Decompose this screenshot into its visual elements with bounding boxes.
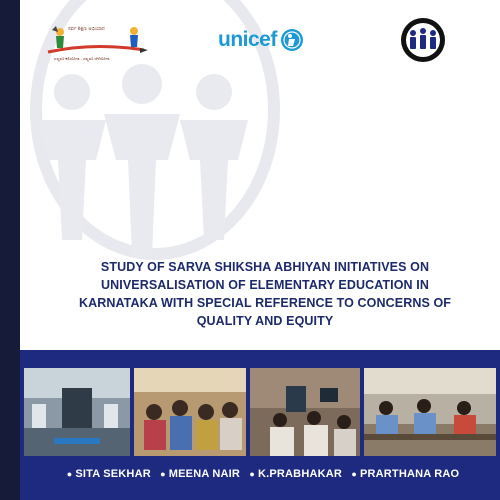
computer-lab-photo — [250, 368, 360, 456]
bullet-icon: ● — [66, 469, 73, 479]
classroom-corridor-photo — [24, 368, 130, 456]
author-list — [20, 468, 500, 480]
title-line-3: KARNATAKA WITH SPECIAL REFERENCE TO CONCERNS OF — [78, 296, 452, 310]
unicef-logo — [218, 28, 304, 52]
ssa-tagline-top: ಸರ್ವ ಶಿಕ್ಷಣ ಅಭಿಯಾನ — [68, 26, 105, 32]
title-line-2: UNIVERSALISATION OF ELEMENTARY EDUCATION IN — [101, 278, 429, 292]
author-name: MEENA NAIR — [168, 468, 241, 480]
bullet-icon: ● — [351, 469, 357, 479]
title-line-4: QUALITY AND EQUITY — [196, 314, 334, 328]
blue-divider — [20, 350, 500, 362]
author-name: PRARTHANA RAO — [359, 468, 460, 480]
book-title — [50, 258, 480, 330]
photo-strip — [20, 362, 500, 462]
unicef-emblem-icon — [280, 28, 304, 52]
author-name: K.PRABHAKAR — [257, 468, 343, 480]
children-silhouette-icon — [30, 40, 260, 280]
children-reading-photo — [134, 368, 246, 456]
author-name: SITA SEKHAR — [75, 468, 151, 480]
bullet-icon: ● — [249, 469, 255, 479]
book-spine — [0, 0, 20, 500]
unicef-wordmark: unicef — [218, 28, 277, 51]
ssa-logo — [44, 22, 149, 66]
ssa-tagline-bottom: ಎಲ್ಲರೂ ಕಲಿಯೋಣ - ಎಲ್ಲರೂ ಬೆಳೆಯೋಣ — [54, 56, 110, 61]
globe-children-icon — [400, 17, 446, 63]
girls-writing-photo — [364, 368, 496, 456]
title-line-1: STUDY OF SARVA SHIKSHA ABHIYAN INITIATIVES ON — [100, 260, 430, 274]
bullet-icon: ● — [160, 469, 166, 479]
